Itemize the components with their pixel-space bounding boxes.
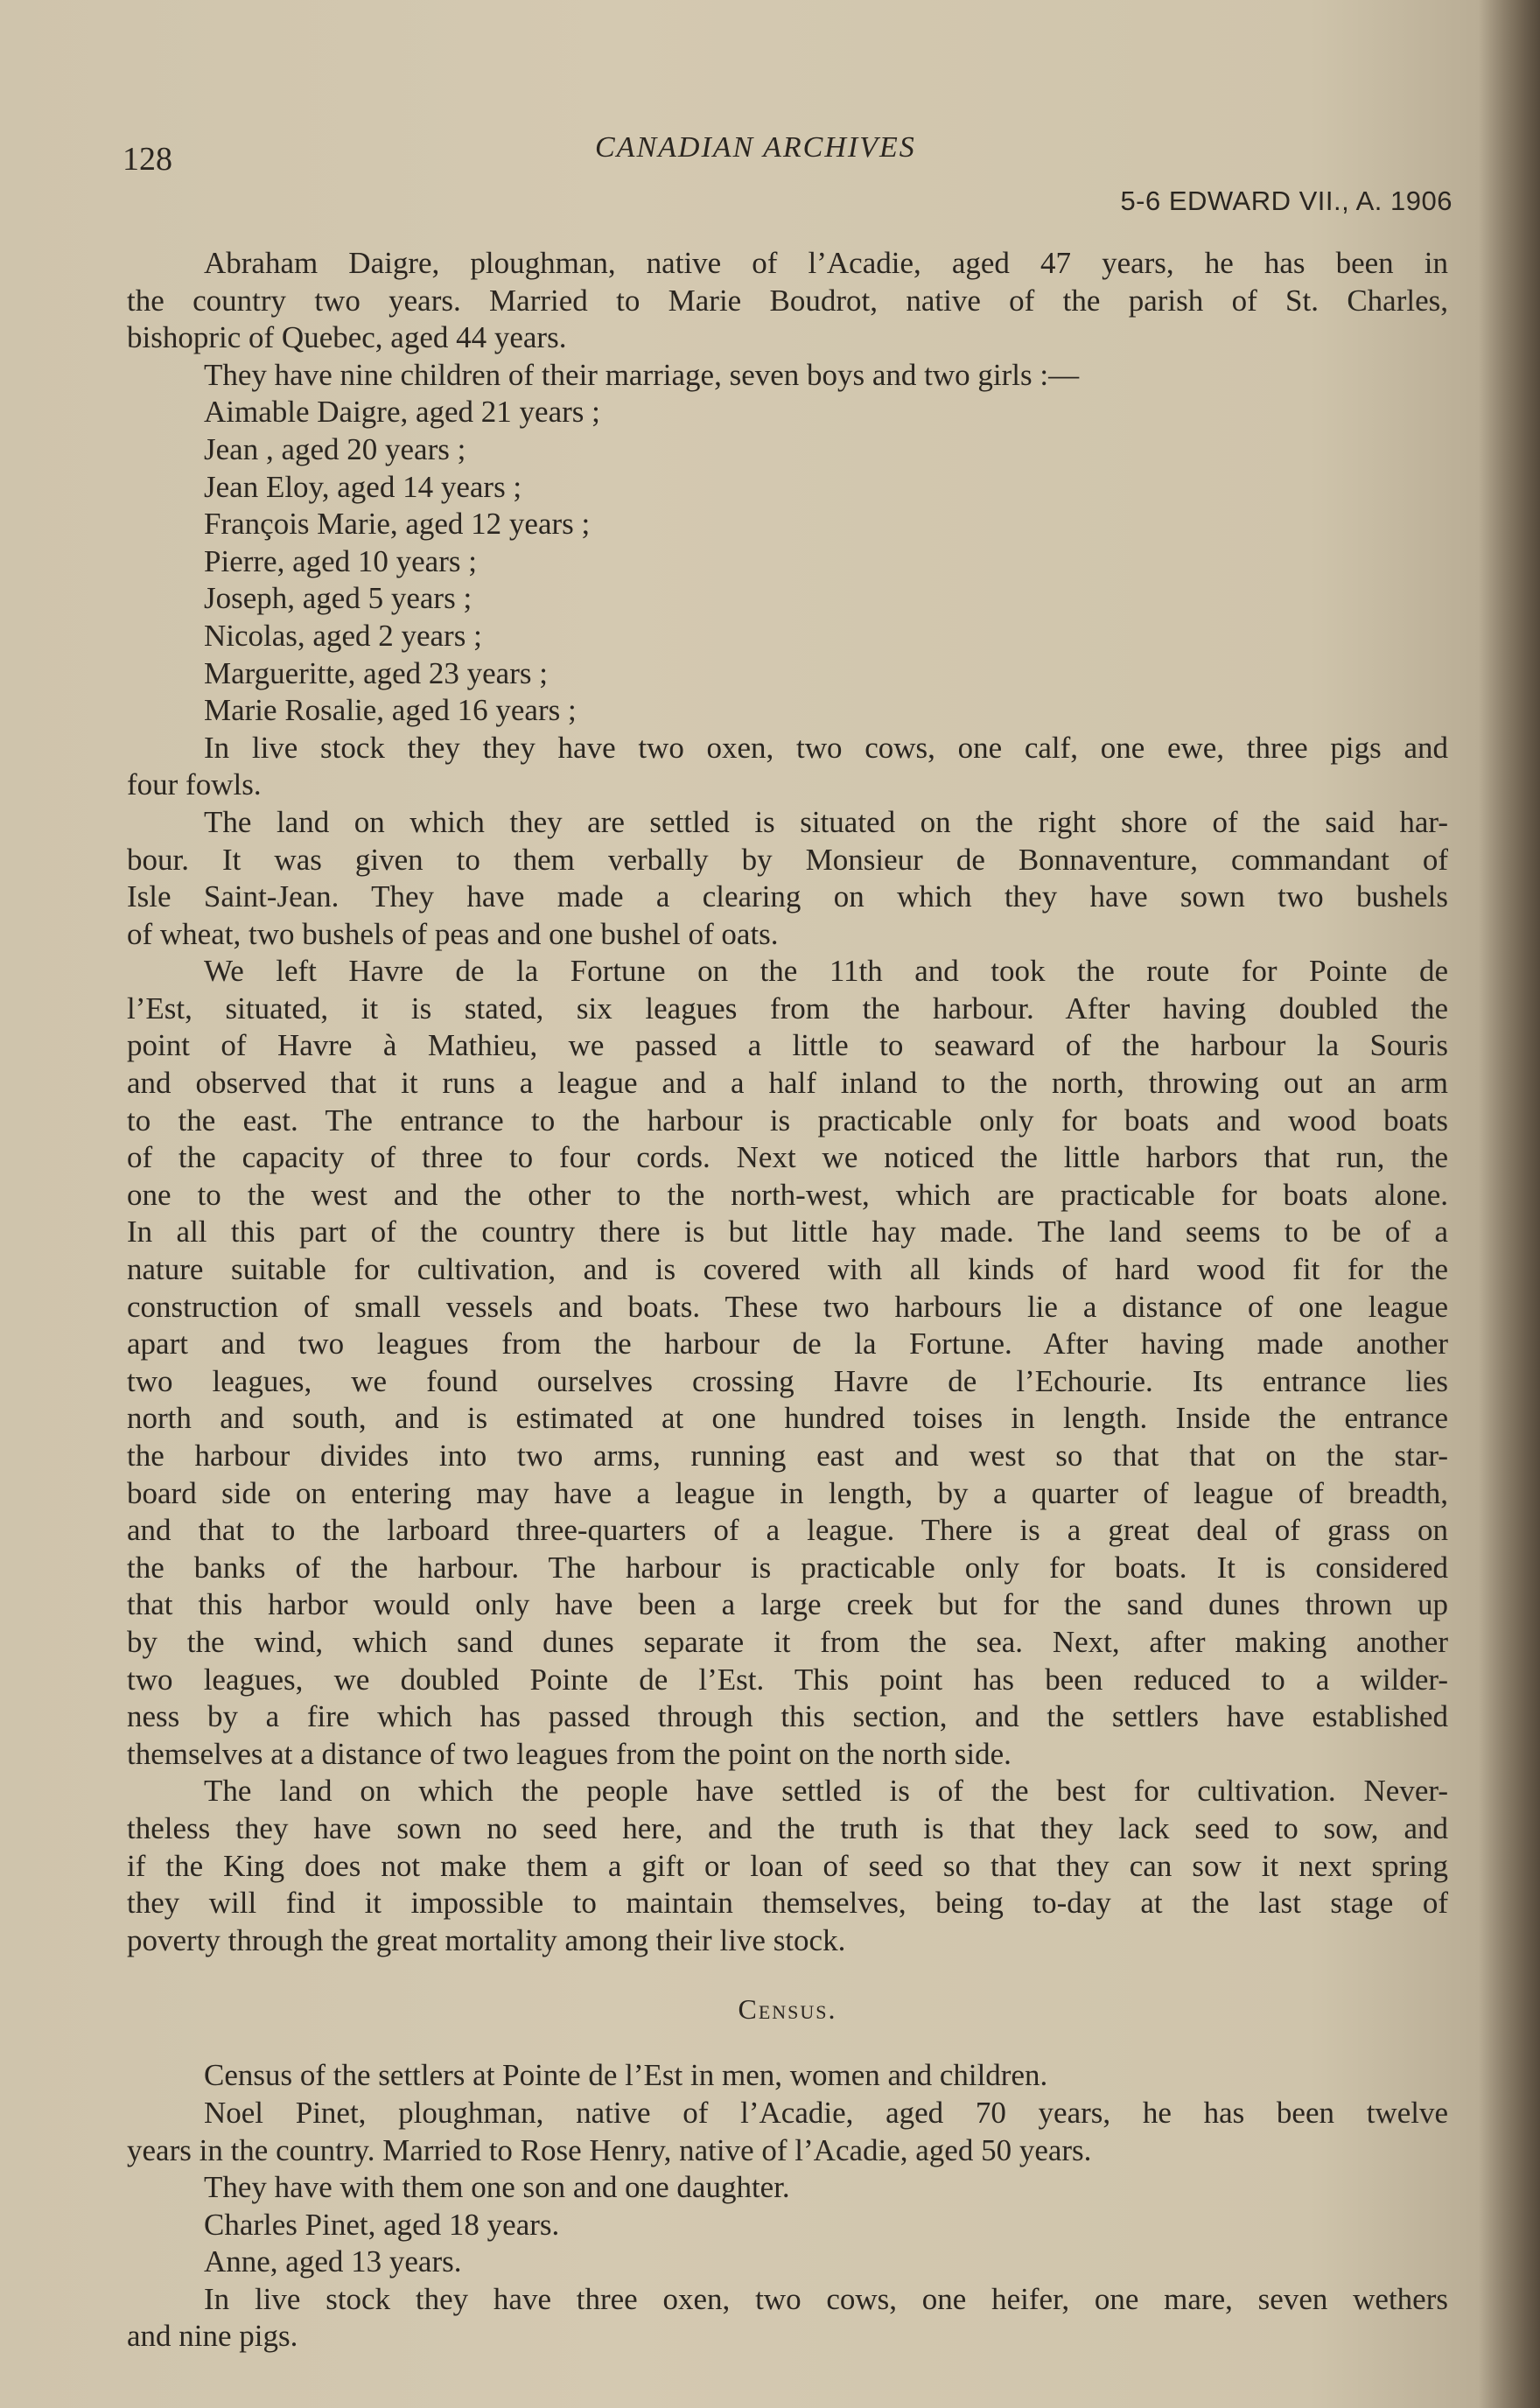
text-line: Abraham Daigre, ploughman, native of l’Acadie, aged 47 years, he has been in	[204, 246, 1448, 280]
text-line: l’Est, situated, it is stated, six leagues from the harbour. After having doubled the	[127, 990, 1448, 1026]
text-line: years in the country. Married to Rose Henry, native of l’Acadie, aged 50 years.	[127, 2132, 1092, 2167]
text-line: that this harbor would only have been a large creek but for the sand dunes thrown up	[127, 1587, 1448, 1622]
text-line: theless they have sown no seed here, and the truth is that they lack seed to sow, and	[127, 1810, 1448, 1845]
text-line: François Marie, aged 12 years ;	[204, 507, 591, 542]
main-text-block	[127, 245, 1448, 1959]
text-line: by the wind, which sand dunes separate it from the sea. Next, after making another	[127, 1624, 1448, 1659]
text-line: Pierre, aged 10 years ;	[204, 543, 477, 578]
text-line: the harbour divides into two arms, running east and west so that that on the star-	[127, 1438, 1448, 1473]
text-line: Jean , aged 20 years ;	[204, 431, 466, 466]
text-line: The land on which they are settled is situated on the right shore of the said har-	[204, 804, 1448, 839]
text-line: and that to the larboard three-quarters of a league. There is a great deal of grass on	[127, 1513, 1448, 1548]
text-line: the banks of the harbour. The harbour is practicable only for boats. It is considered	[127, 1550, 1448, 1585]
body-text	[127, 245, 1448, 2356]
text-line: The land on which the people have settled is of the best for cultivation. Never-	[204, 1774, 1448, 1809]
text-line: Joseph, aged 5 years ;	[204, 581, 472, 616]
text-line: and observed that it runs a league and a half inland to the north, throwing out an arm	[127, 1066, 1448, 1101]
text-line: and nine pigs.	[127, 2319, 298, 2354]
text-line: Isle Saint-Jean. They have made a clearing on which they have sown two bushels	[127, 879, 1448, 914]
text-line: the country two years. Married to Marie Boudrot, native of the parish of St. Charles,	[127, 283, 1448, 318]
census-heading: Census.	[738, 1993, 837, 2026]
page-header	[122, 131, 1452, 228]
text-line: Marie Rosalie, aged 16 years ;	[204, 693, 577, 728]
text-line: to the east. The entrance to the harbour is practicable only for boats and wood boats	[127, 1102, 1448, 1138]
text-line: of the capacity of three to four cords. Next we noticed the little harbors that run, the	[127, 1140, 1448, 1175]
census-text-block	[127, 2057, 1448, 2356]
page-number: 128	[122, 141, 172, 178]
text-line: In all this part of the country there is but little hay made. The land seems to be of a	[127, 1214, 1448, 1250]
text-line: themselves at a distance of two leagues from the point on the north side.	[127, 1736, 1012, 1771]
text-line: two leagues, we found ourselves crossing Havre de l’Echourie. Its entrance lies	[127, 1363, 1448, 1398]
text-line: In live stock they they have two oxen, two cows, one calf, one ewe, three pigs and	[204, 730, 1448, 765]
text-line: construction of small vessels and boats. These two harbours lie a distance of one league	[127, 1289, 1448, 1324]
text-line: apart and two leagues from the harbour de la Fortune. After having made another	[127, 1326, 1448, 1362]
text-line: Jean Eloy, aged 14 years ;	[204, 469, 522, 504]
text-line: north and south, and is estimated at one hundred toises in length. Inside the entrance	[127, 1401, 1448, 1436]
text-line: one to the west and the other to the north-west, which are practicable for boats alone.	[127, 1177, 1448, 1212]
book-gutter-shadow	[1479, 0, 1540, 2408]
text-line: board side on entering may have a league in length, by a quarter of league of breadth,	[127, 1475, 1448, 1510]
text-line: Charles Pinet, aged 18 years.	[204, 2207, 560, 2242]
text-line: two leagues, we doubled Pointe de l’Est. This point has been reduced to a wilder-	[127, 1662, 1448, 1697]
text-line: nature suitable for cultivation, and is covered with all kinds of hard wood fit for the	[127, 1252, 1448, 1287]
text-line: They have with them one son and one daughter.	[204, 2170, 790, 2205]
text-line: bour. It was given to them verbally by Monsieur de Bonnaventure, commandant of	[127, 842, 1448, 877]
text-line: they will find it impossible to maintain themselves, being to-day at the last stage of	[127, 1886, 1448, 1921]
session-reference: 5-6 EDWARD VII., A. 1906	[1120, 186, 1452, 216]
text-line: Anne, aged 13 years.	[204, 2244, 462, 2279]
text-line: Census of the settlers at Pointe de l’Est in men, women and children.	[204, 2058, 1048, 2093]
text-line: of wheat, two bushels of peas and one bushel of oats.	[127, 916, 779, 951]
text-line: four fowls.	[127, 767, 262, 802]
text-line: poverty through the great mortality among their live stock.	[127, 1922, 846, 1957]
text-line: point of Havre à Mathieu, we passed a little to seaward of the harbour la Souris	[127, 1028, 1448, 1063]
running-title: CANADIAN ARCHIVES	[595, 131, 916, 164]
text-line: if the King does not make them a gift or loan of seed so that they can sow it next spring	[127, 1848, 1448, 1883]
text-line: Margueritte, aged 23 years ;	[204, 655, 548, 690]
text-line: Noel Pinet, ploughman, native of l’Acadie, aged 70 years, he has been twelve	[204, 2095, 1448, 2130]
text-line: Nicolas, aged 2 years ;	[204, 618, 482, 653]
text-line: They have nine children of their marriage, seven boys and two girls :—	[204, 357, 1080, 392]
text-line: bishopric of Quebec, aged 44 years.	[127, 320, 567, 355]
text-line: We left Havre de la Fortune on the 11th and took the route for Pointe de	[204, 954, 1448, 989]
text-line: ness by a fire which has passed through this section, and the settlers have established	[127, 1699, 1448, 1734]
text-line: In live stock they have three oxen, two cows, one heifer, one mare, seven wethers	[204, 2281, 1448, 2316]
text-line: Aimable Daigre, aged 21 years ;	[204, 395, 600, 430]
